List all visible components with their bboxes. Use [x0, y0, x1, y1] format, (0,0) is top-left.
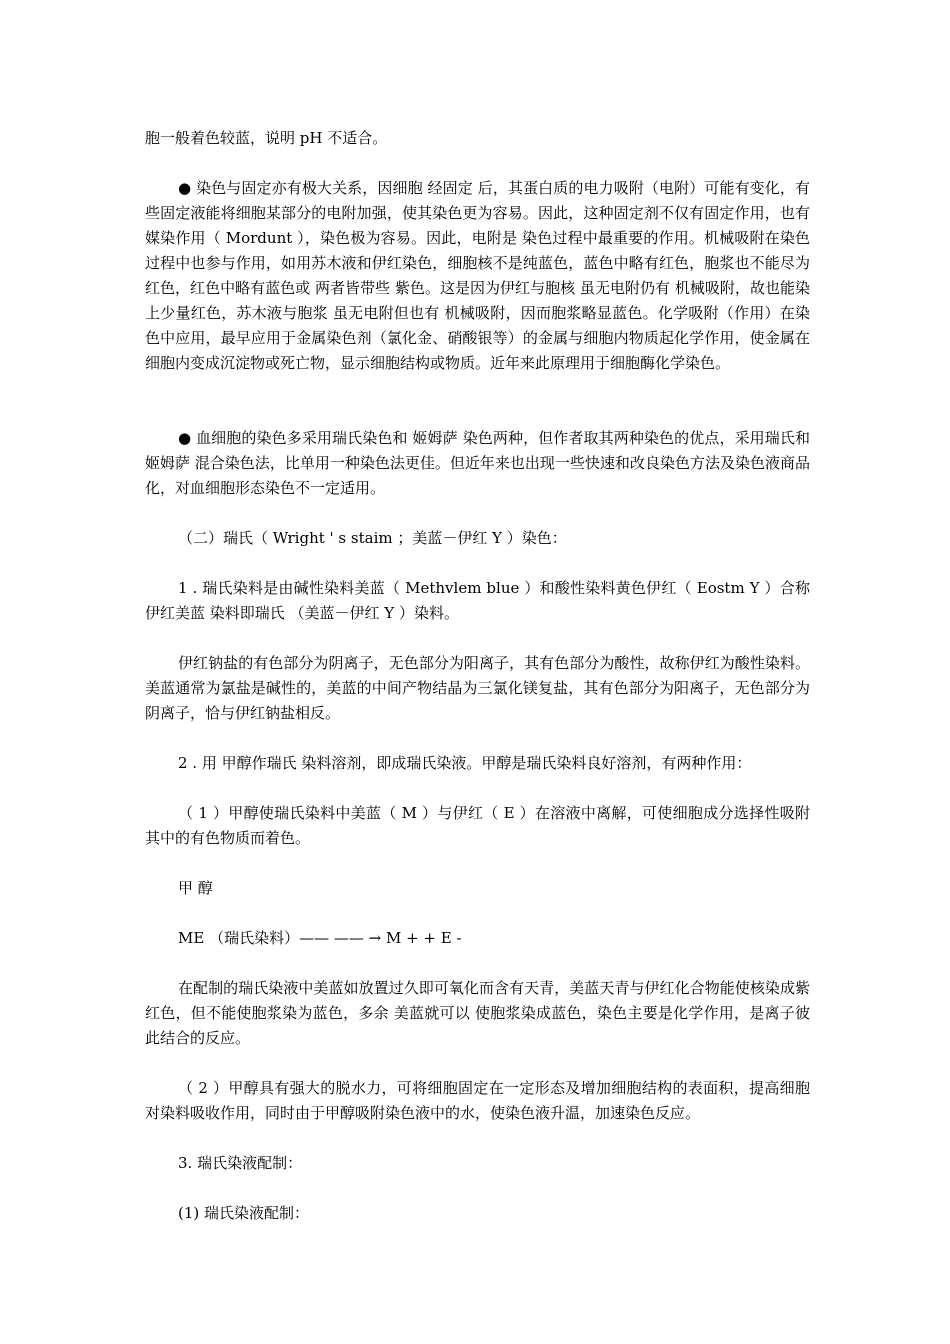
equation-label-methanol: 甲 醇 [178, 879, 213, 897]
equation-dissociation: ME （瑞氏染料）—— —— → M + + E - [178, 929, 462, 947]
section-heading-wright-stain: （二）瑞氏（ Wright ' s staim ；美蓝－伊红 Y ）染色： [178, 529, 567, 547]
paragraph-azure-oxidation: 在配制的瑞氏染液中美蓝如放置过久即可氧化而含有天青，美蓝天青与伊红化合物能使核染成紫红色，但不能使胞浆染为蓝色，多余 美蓝就可以 使胞浆染成蓝色，染色主要是化学作用，是离子彼此结合的反应。 [145, 979, 810, 1047]
paragraph-ph-note: 胞一般着色较蓝，说明 pH 不适合。 [145, 129, 388, 147]
subsection-heading-preparation: (1) 瑞氏染液配制： [178, 1204, 310, 1222]
paragraph-fixation-staining: ● 染色与固定亦有极大关系，因细胞 经固定 后，其蛋白质的电力吸附（电附）可能有变化，有些固定液能将细胞某部分的电附加强，使其染色更为容易。因此，这种固定剂不仅有固定作用，也有媒染作用（ Mordunt ），染色极为容易。因此，电附是 染色过程中最重要的作用。机械吸附在染色过程中也参与作用，如用苏木液和伊红染色，细胞核不是纯蓝色，蓝色中略有红色，胞浆也不能尽为红色，红色中略有蓝色或 两者皆带些 紫色。这是因为伊红与胞核 虽无电附仍有 机械吸附，故也能染上少量红色，苏木液与胞浆 虽无电附但也有 机械吸附，因而胞浆略显蓝色。化学吸附（作用）在染色中应用，最早应用于金属染色剂（氯化金、硝酸银等）的金属与细胞内物质起化学作用，使金属在细胞内变成沉淀物或死亡物，显示细胞结构或物质。近年来此原理用于细胞酶化学染色。 [145, 179, 810, 372]
paragraph-methanol-solvent: 2 . 用 甲醇作瑞氏 染料溶剂，即成瑞氏染液。甲醇是瑞氏染料良好溶剂，有两种作用： [178, 754, 752, 772]
section-heading-preparation: 3. 瑞氏染液配制： [178, 1154, 303, 1172]
paragraph-methanol-dissociation: （ 1 ）甲醇使瑞氏染料中美蓝（ M ）与伊红（ E ）在溶液中离解，可使细胞成分选择性吸附其中的有色物质而着色。 [145, 804, 810, 847]
paragraph-methanol-dehydration: （ 2 ）甲醇具有强大的脱水力，可将细胞固定在一定形态及增加细胞结构的表面积，提高细胞对染料吸收作用，同时由于甲醇吸附染色液中的水，使染色液升温，加速染色反应。 [145, 1079, 810, 1122]
paragraph-eosin-methylene-blue: 伊红钠盐的有色部分为阴离子，无色部分为阳离子，其有色部分为酸性，故称伊红为酸性染料。美蓝通常为氯盐是碱性的，美蓝的中间产物结晶为三氯化镁复盐，其有色部分为阳离子，无色部分为阴离子，恰与伊红钠盐相反。 [145, 654, 810, 722]
paragraph-blood-cell-staining: ● 血细胞的染色多采用瑞氏染色和 姬姆萨 染色两种，但作者取其两种染色的优点，采用瑞氏和 姬姆萨 混合染色法，比单用一种染色法更佳。但近年来也出现一些快速和改良染色方法及染色液商品化，对血细胞形态染色不一定适用。 [145, 429, 810, 497]
paragraph-wright-dye-composition: 1 . 瑞氏染料是由碱性染料美蓝（ Methvlem blue ）和酸性染料黄色伊红（ Eostm Y ）合称伊红美蓝 染料即瑞氏 （美蓝－伊红 Y ）染料。 [145, 579, 810, 622]
